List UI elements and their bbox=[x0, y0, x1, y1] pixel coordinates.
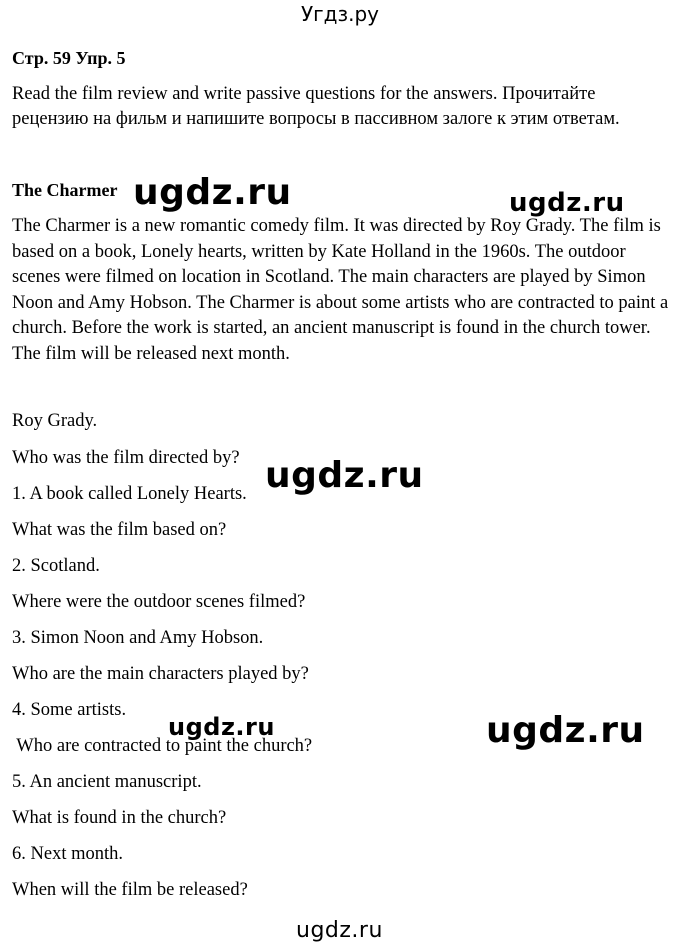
review-title: The Charmer bbox=[12, 180, 118, 200]
question-line: Who was the film directed by? bbox=[12, 448, 240, 468]
watermark: ugdz.ru bbox=[133, 172, 292, 213]
exercise-heading: Стр. 59 Упр. 5 bbox=[12, 48, 126, 68]
watermark: ugdz.ru bbox=[168, 713, 275, 741]
question-line: Where were the outdoor scenes filmed? bbox=[12, 592, 306, 612]
site-header: Угдз.ру bbox=[300, 2, 380, 26]
answer-line: 3. Simon Noon and Amy Hobson. bbox=[12, 628, 264, 648]
question-line: Who are contracted to paint the church? bbox=[12, 736, 313, 756]
question-line: Who are the main characters played by? bbox=[12, 664, 309, 684]
answer-line: 6. Next month. bbox=[12, 844, 123, 864]
watermark: ugdz.ru bbox=[265, 455, 424, 496]
question-line: What is found in the church? bbox=[12, 808, 227, 828]
exercise-instruction: Read the film review and write passive questions for the answers. Прочитайте рецензию на фильм и напишите вопросы в пассивном залоге к этим ответам. bbox=[12, 84, 620, 129]
watermark: ugdz.ru bbox=[296, 918, 383, 943]
review-text: The Charmer is a new romantic comedy film. It was directed by Roy Grady. The film is based on a book, Lonely hearts, written by Kate Holland in the 1960s. The outdoor scenes were filmed on location in Scotland. The main characters are played by Simon Noon and Amy Hobson. The Charmer is about some artists who are contracted to paint a church. Before the work is started, an ancient manuscript is found in the church tower. The film will be released next month. bbox=[12, 216, 669, 364]
watermark: ugdz.ru bbox=[509, 188, 625, 218]
answer-line: 1. A book called Lonely Hearts. bbox=[12, 484, 247, 504]
answer-line: 4. Some artists. bbox=[12, 700, 127, 720]
question-line: When will the film be released? bbox=[12, 880, 248, 900]
watermark: ugdz.ru bbox=[486, 710, 645, 751]
answer-line: 2. Scotland. bbox=[12, 556, 100, 576]
answer-line: Roy Grady. bbox=[12, 411, 98, 431]
answer-line: 5. An ancient manuscript. bbox=[12, 772, 202, 792]
question-line: What was the film based on? bbox=[12, 520, 227, 540]
